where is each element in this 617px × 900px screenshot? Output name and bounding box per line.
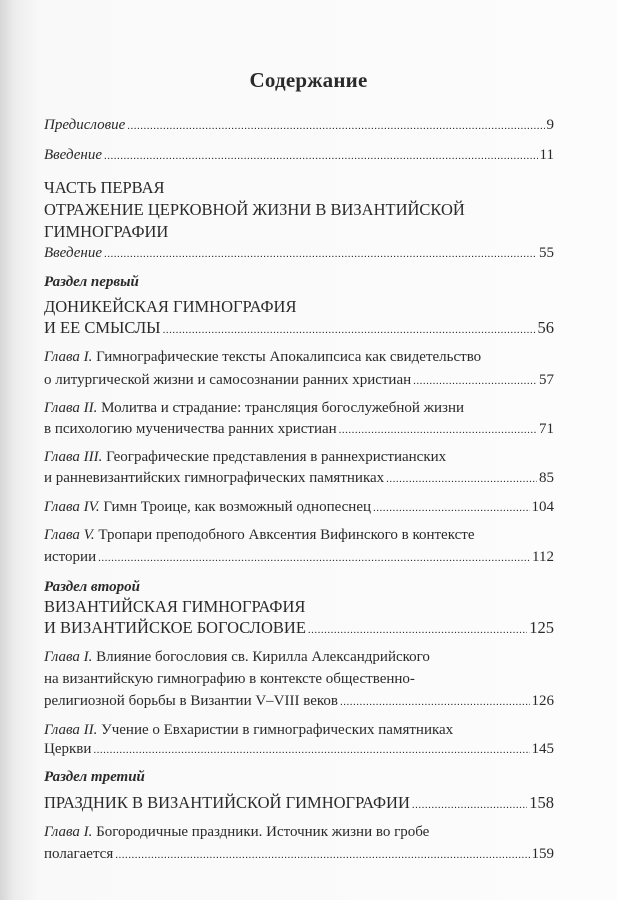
chapter-line: на византийскую гимнографию в контексте общественно- — [44, 671, 415, 687]
dot-leader — [98, 546, 530, 569]
chapter-title: Влияние богословия св. Кирилла Александрийского — [92, 649, 430, 665]
entry-label: истории — [44, 549, 97, 565]
entry-label: и ранневизантийских гимнографических памятниках — [44, 470, 385, 486]
page-number: 159 — [531, 846, 554, 862]
chapter-prefix: Глава II. — [44, 400, 98, 416]
page-title: Содержание — [249, 68, 368, 92]
section-title: ВИЗАНТИЙСКАЯ ГИМНОГРАФИЯ — [44, 597, 306, 616]
page-number: 9 — [546, 117, 554, 133]
part-title: ОТРАЖЕНИЕ ЦЕРКОВНОЙ ЖИЗНИ В ВИЗАНТИЙСКОЙ — [44, 200, 465, 219]
dot-leader — [104, 242, 537, 265]
dot-leader — [412, 792, 527, 816]
dot-leader — [115, 843, 529, 866]
page-number: 112 — [532, 549, 554, 565]
page-number: 71 — [539, 421, 554, 437]
entry-label: ПРАЗДНИК В ВИЗАНТИЙСКОЙ ГИМНОГРАФИИ — [44, 793, 410, 812]
page-number: 104 — [531, 499, 554, 515]
dot-leader — [93, 738, 529, 761]
chapter-prefix: Глава III. — [44, 449, 103, 465]
chapter-title: Географические представления в раннехристианских — [102, 449, 447, 465]
toc-entry-section2[interactable] — [44, 617, 554, 639]
dot-leader — [339, 418, 537, 441]
toc-entry-preface[interactable] — [44, 114, 554, 136]
toc-entry-chapter[interactable] — [44, 546, 554, 568]
dot-leader — [386, 467, 537, 490]
toc-entry-chapter[interactable] — [44, 418, 554, 440]
entry-label: Церкви — [44, 741, 92, 757]
chapter-prefix: Глава I. — [44, 824, 93, 840]
chapter-prefix: Глава I. — [44, 649, 93, 665]
toc-entry-chapter[interactable] — [44, 496, 554, 518]
toc-entry-chapter[interactable] — [44, 738, 554, 760]
chapter-title: Тропари преподобного Авксентия Вифинского в контексте — [94, 527, 475, 543]
toc-entry-chapter[interactable] — [44, 467, 554, 489]
section-heading: Раздел первый — [44, 274, 139, 290]
chapter-line — [44, 346, 554, 368]
dot-leader — [413, 369, 537, 392]
toc-entry-chapter[interactable] — [44, 369, 554, 391]
toc-entry-chapter[interactable] — [44, 690, 554, 712]
dot-leader — [373, 496, 529, 519]
page-number: 158 — [529, 793, 554, 812]
toc-entry-section1[interactable] — [44, 317, 554, 339]
part-heading: ЧАСТЬ ПЕРВАЯ — [44, 178, 165, 197]
chapter-title: Учение о Евхаристии в гимнографических памятниках — [97, 722, 454, 738]
chapter-line — [44, 446, 554, 468]
dot-leader — [308, 617, 527, 641]
page-number: 126 — [531, 693, 554, 709]
entry-label: религиозной борьбы в Византии V–VIII веков — [44, 693, 339, 709]
chapter-prefix: Глава IV. — [44, 499, 100, 515]
page-number: 85 — [539, 470, 554, 486]
entry-label: Гимн Троице, как возможный однопеснец — [99, 499, 372, 515]
part-title-cont: ГИМНОГРАФИИ — [44, 222, 169, 241]
chapter-line — [44, 524, 554, 546]
section-heading: Раздел второй — [44, 579, 140, 595]
page-number: 55 — [539, 245, 554, 261]
entry-label: о литургической жизни и самосознании ранних христиан — [44, 372, 412, 388]
entry-label: полагается — [44, 846, 114, 862]
toc-entry-section3[interactable] — [44, 792, 554, 814]
toc-entry-intro[interactable] — [44, 144, 554, 166]
chapter-line — [44, 646, 554, 668]
entry-label: Введение — [44, 245, 102, 261]
chapter-title: Молитва и страдание: трансляция богослужебной жизни — [97, 400, 465, 416]
chapter-prefix: Глава II. — [44, 722, 98, 738]
section-title: ДОНИКЕЙСКАЯ ГИМНОГРАФИЯ — [44, 297, 297, 316]
dot-leader — [104, 144, 538, 167]
chapter-line — [44, 397, 554, 419]
dot-leader — [163, 317, 536, 341]
page-number: 11 — [539, 147, 554, 163]
chapter-prefix: Глава V. — [44, 527, 95, 543]
entry-label: И ЕЕ СМЫСЛЫ — [44, 318, 161, 337]
dot-leader — [340, 690, 529, 713]
entry-label: в психологию мученичества ранних христиан — [44, 421, 337, 437]
chapter-title: Богородичные праздники. Источник жизни во гробе — [92, 824, 430, 840]
chapter-prefix: Глава I. — [44, 349, 93, 365]
dot-leader — [127, 114, 544, 137]
toc-entry-chapter[interactable] — [44, 843, 554, 865]
page-number: 57 — [539, 372, 554, 388]
section-heading: Раздел третий — [44, 769, 145, 785]
page-number: 145 — [531, 741, 554, 757]
entry-label: И ВИЗАНТИЙСКОЕ БОГОСЛОВИЕ — [44, 618, 306, 637]
page-number: 125 — [529, 618, 554, 637]
entry-label: Введение — [44, 147, 102, 163]
entry-label: Предисловие — [44, 117, 126, 133]
chapter-line — [44, 821, 554, 843]
toc-entry-part1-intro[interactable] — [44, 242, 554, 264]
chapter-title: Гимнографические тексты Апокалипсиса как свидетельство — [92, 349, 482, 365]
page-number: 56 — [537, 318, 554, 337]
